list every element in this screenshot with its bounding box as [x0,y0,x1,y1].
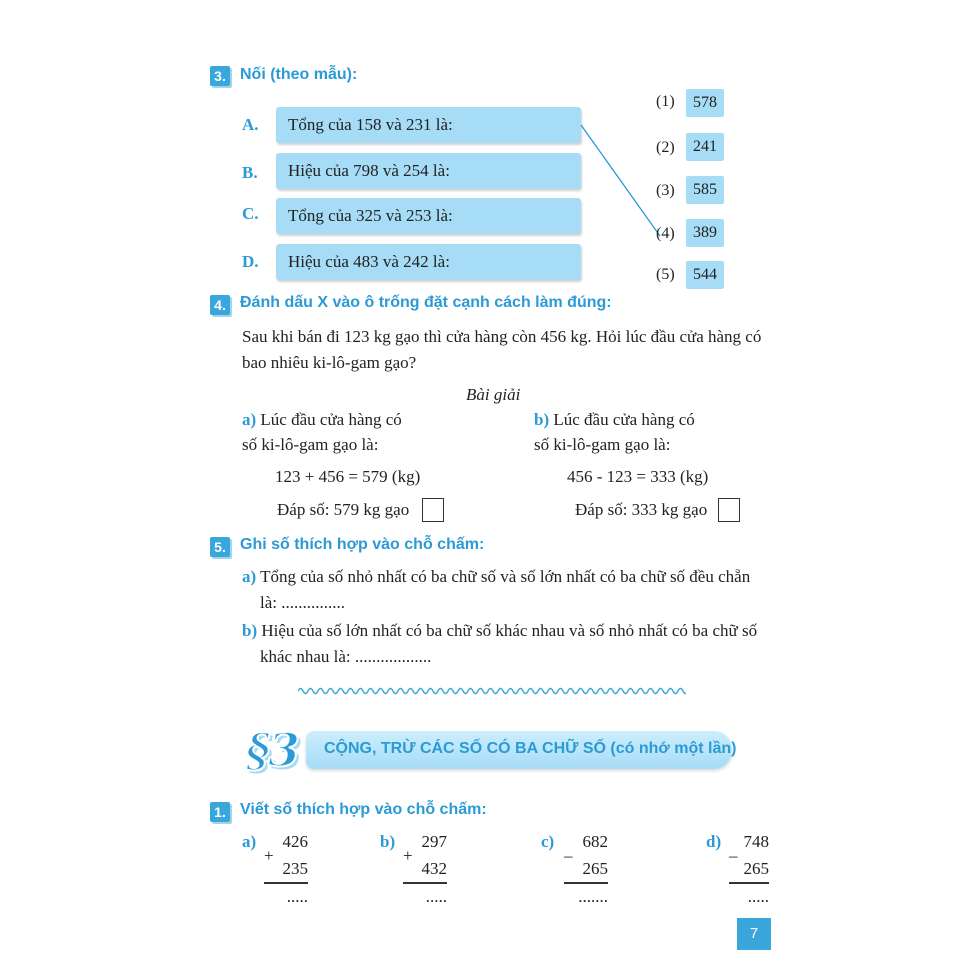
calc-a [264,832,308,907]
section-title: CỘNG, TRỪ CÁC SỐ CÓ BA CHỮ SỐ (có nhớ một lần) [324,740,737,757]
calc-b-result[interactable]: ..... [425,887,447,906]
calc-b-op: + [403,846,413,865]
calc-b-top: 297 [421,832,447,851]
ex5-b-text: Hiệu của số lớn nhất có ba chữ số khác nhau và số nhỏ nhất có ba chữ số [261,621,758,640]
problem-line-1: Sau khi bán đi 123 kg gạo thì cửa hàng còn 456 kg. Hỏi lúc đầu cửa hàng có [242,327,762,346]
exercise-5-number: 5. [210,537,230,557]
calc-c-letter: c) [541,832,555,851]
calc-d-top: 748 [743,832,769,851]
option-a-answer: Đáp số: 579 kg gạo [277,500,410,519]
answer-4-label: (4) [656,225,675,242]
calc-c-top: 682 [582,832,608,851]
answer-2-box[interactable]: 241 [686,133,724,161]
option-a-calc: 123 + 456 = 579 (kg) [275,467,421,486]
ex5-b-letter: b) [242,621,258,640]
calc-a-bottom: 235 [282,859,308,878]
calc-c [564,832,608,907]
calc-b-letter: b) [380,832,396,851]
calc-d-bottom: 265 [743,859,769,878]
option-a-checkbox[interactable] [422,498,444,522]
option-a-line-1 [242,410,402,430]
row-d-letter: D. [242,252,259,271]
ex5-b-line-2[interactable]: khác nhau là: .................. [260,647,432,666]
row-c-letter: C. [242,204,259,223]
ex5-a-line-1 [242,567,750,587]
row-b-text: Hiệu của 798 và 254 là: [288,161,450,180]
calc-a-top: 426 [282,832,308,851]
row-b-letter: B. [242,163,258,182]
calc-b [403,832,447,907]
answer-3-label: (3) [656,182,675,199]
option-b-calc: 456 - 123 = 333 (kg) [567,467,709,486]
calc-d-line [729,882,769,884]
calc-b-line [403,882,447,884]
answer-5-label: (5) [656,266,675,283]
ex5-a-letter: a) [242,567,257,586]
calc-c-line [564,882,608,884]
exercise-1-title: Viết số thích hợp vào chỗ chấm: [240,801,487,818]
answer-2-label: (2) [656,139,675,156]
calc-c-result[interactable]: ....... [578,887,608,906]
calc-d [729,832,769,907]
row-a-text: Tổng của 158 và 231 là: [288,115,453,134]
option-b-text: Lúc đầu cửa hàng có [553,410,695,429]
exercise-3-number: 3. [210,66,230,86]
ex5-a-text: Tổng của số nhỏ nhất có ba chữ số và số lớn nhất có ba chữ số đều chẵn [260,567,751,586]
calc-a-letter: a) [242,832,257,851]
section-banner [306,731,737,769]
exercise-1-number: 1. [210,802,230,822]
option-a-line-2: số ki-lô-gam gạo là: [242,435,379,454]
section-number: §3 [246,723,299,777]
option-b-answer: Đáp số: 333 kg gạo [575,500,708,519]
calc-a-result[interactable]: ..... [286,887,308,906]
option-a-letter: a) [242,410,257,429]
problem-line-2: bao nhiêu ki-lô-gam gạo? [242,353,417,372]
ex5-b-line-1 [242,621,757,641]
answer-5-box[interactable]: 544 [686,261,724,289]
calc-d-op: – [729,846,738,865]
page-number: 7 [737,918,771,950]
exercise-5-title: Ghi số thích hợp vào chỗ chấm: [240,536,485,553]
exercise-3-title: Nối (theo mẫu): [240,66,358,83]
answer-3-box[interactable]: 585 [686,176,724,204]
exercise-4-number: 4. [210,295,230,315]
answer-1-label: (1) [656,93,675,110]
calc-d-letter: d) [706,832,722,851]
row-c-text: Tổng của 325 và 253 là: [288,206,453,225]
option-b-line-1 [534,410,695,430]
row-d-text: Hiệu của 483 và 242 là: [288,252,450,271]
option-b-checkbox[interactable] [718,498,740,522]
answer-4-box[interactable]: 389 [686,219,724,247]
exercise-4-title: Đánh dấu X vào ô trống đặt cạnh cách làm đúng: [240,294,612,311]
calc-a-op: + [264,846,274,865]
option-b-letter: b) [534,410,550,429]
answer-1-box[interactable]: 578 [686,89,724,117]
ex5-a-line-2[interactable]: là: ............... [260,593,345,612]
wavy-divider [298,684,686,698]
option-b-line-2: số ki-lô-gam gạo là: [534,435,671,454]
row-a-letter: A. [242,115,259,134]
calc-c-op: – [564,846,573,865]
calc-b-bottom: 432 [421,859,447,878]
calc-a-line [264,882,308,884]
calc-c-bottom: 265 [582,859,608,878]
solution-label: Bài giải [466,385,521,404]
calc-d-result[interactable]: ..... [747,887,769,906]
option-a-text: Lúc đầu cửa hàng có [260,410,402,429]
